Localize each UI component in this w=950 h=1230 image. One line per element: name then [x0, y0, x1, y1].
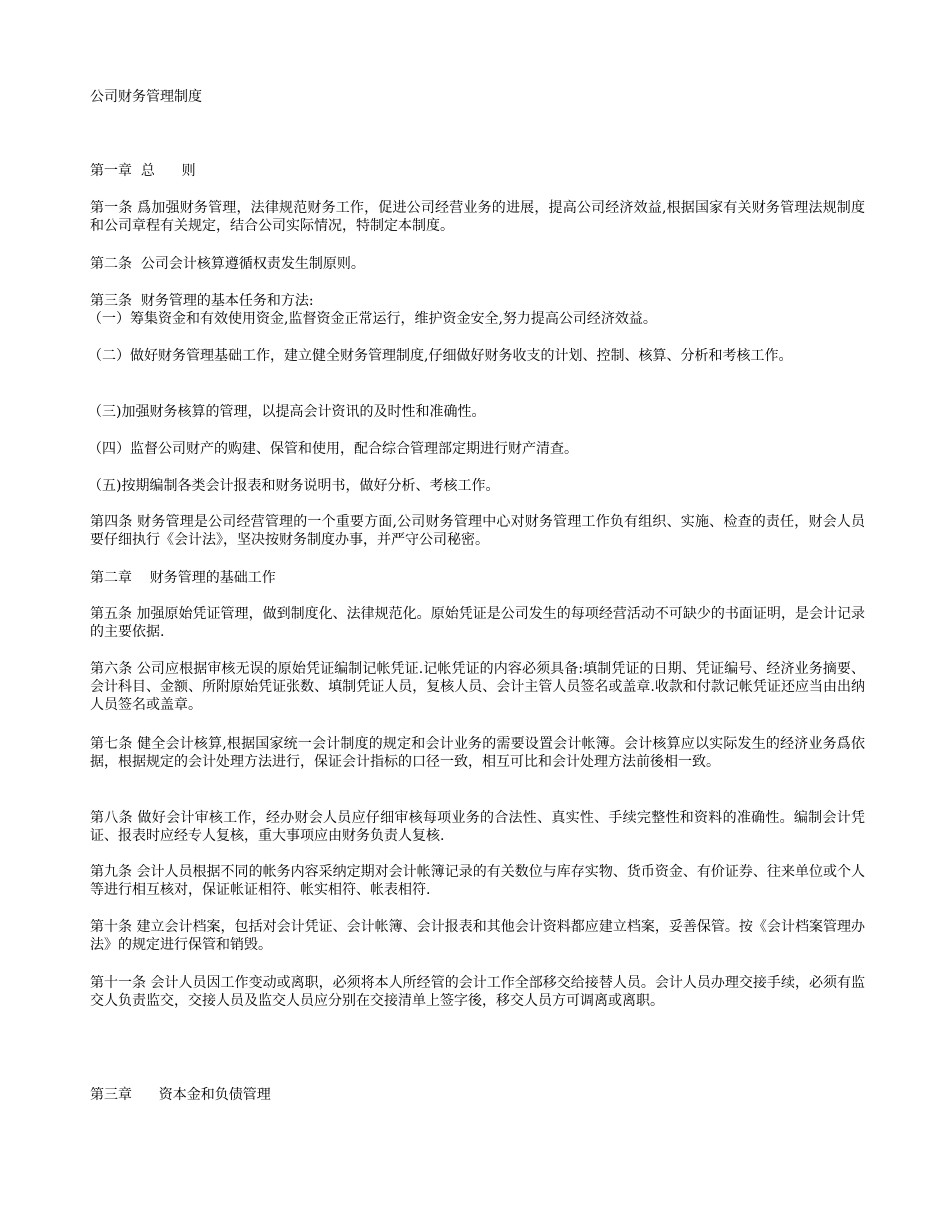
chapter-1-heading: 第一章 总 则: [90, 163, 196, 179]
chapter-3-heading: 第三章 资本金和负债管理: [90, 1087, 271, 1103]
article-6: 第六条 公司应根据审核无误的原始凭证编制记帐凭证.记帐凭证的内容必须具备:填制凭证的日期、凭证编号、经济业务摘要、会计科目、金额、所附原始凭证张数、填制凭证人员，复核人员、会计主管人员签名或盖章.收款和付款记帐凭证还应当由出纳人员签名或盖章。: [90, 661, 865, 713]
article-8: 第八条 做好会计审核工作，经办财会人员应仔细审核每项业务的合法性、真实性、手续完整性和资料的准确性。编制会计凭证、报表时应经专人复核，重大事项应由财务负责人复核.: [90, 810, 865, 844]
document-title: 公司财务管理制度: [90, 89, 202, 105]
article-2: 第二条 公司会计核算遵循权责发生制原则。: [90, 256, 365, 272]
article-3: 第三条 财务管理的基本任务和方法:: [90, 293, 314, 309]
article-3-item-2: （二）做好财务管理基础工作，建立健全财务管理制度,仔细做好财务收支的计划、控制、核算、分析和考核工作。: [88, 348, 793, 364]
article-3-item-5: （五)按期编制各类会计报表和财务说明书，做好分析、考核工作。: [88, 478, 500, 494]
article-3-item-4: （四）监督公司财产的购建、保管和使用，配合综合管理部定期进行财产清查。: [88, 441, 578, 457]
article-3-item-1: （一）筹集资金和有效使用资金,监督资金正常运行，维护资金安全,努力提高公司经济效益。: [88, 311, 657, 327]
article-1: 第一条 爲加强财务管理，法律规范财务工作，促进公司经营业务的进展，提高公司经济效益,根据国家有关财务管理法规制度和公司章程有关规定，结合公司实际情况，特制定本制度。: [90, 200, 865, 234]
article-7: 第七条 健全会计核算,根据国家统一会计制度的规定和会计业务的需要设置会计帐簿。会计核算应以实际发生的经济业务爲依据，根据规定的会计处理方法进行，保证会计指标的口径一致，相互可比和会计处理方法前後相一致。: [90, 736, 865, 770]
article-11: 第十一条 会计人员因工作变动或离职，必须将本人所经管的会计工作全部移交给接替人员。会计人员办理交接手续，必须有监交人负责监交，交接人员及监交人员应分别在交接清单上签字後，移交人员方可调离或离职。: [90, 975, 865, 1009]
chapter-2-heading: 第二章 财务管理的基础工作: [90, 570, 276, 586]
article-5: 第五条 加强原始凭证管理，做到制度化、法律规范化。原始凭证是公司发生的每项经营活动不可缺少的书面证明，是会计记录的主要依据.: [90, 606, 865, 640]
article-4: 第四条 财务管理是公司经营管理的一个重要方面,公司财务管理中心对财务管理工作负有组织、实施、检查的责任，财会人员要仔细执行《会计法》，坚决按财务制度办事，并严守公司秘密。: [90, 514, 865, 548]
article-9: 第九条 会计人员根据不同的帐务内容采纳定期对会计帐簿记录的有关数位与库存实物、货币资金、有价证券、往来单位或个人等进行相互核对，保证帐证相符、帐实相符、帐表相符.: [90, 864, 865, 898]
article-10: 第十条 建立会计档案，包括对会计凭证、会计帐簿、会计报表和其他会计资料都应建立档案，妥善保管。按《会计档案管理办法》的规定进行保管和销毁。: [90, 919, 865, 953]
article-3-item-3: （三)加强财务核算的管理，以提高会计资讯的及时性和准确性。: [88, 404, 486, 420]
